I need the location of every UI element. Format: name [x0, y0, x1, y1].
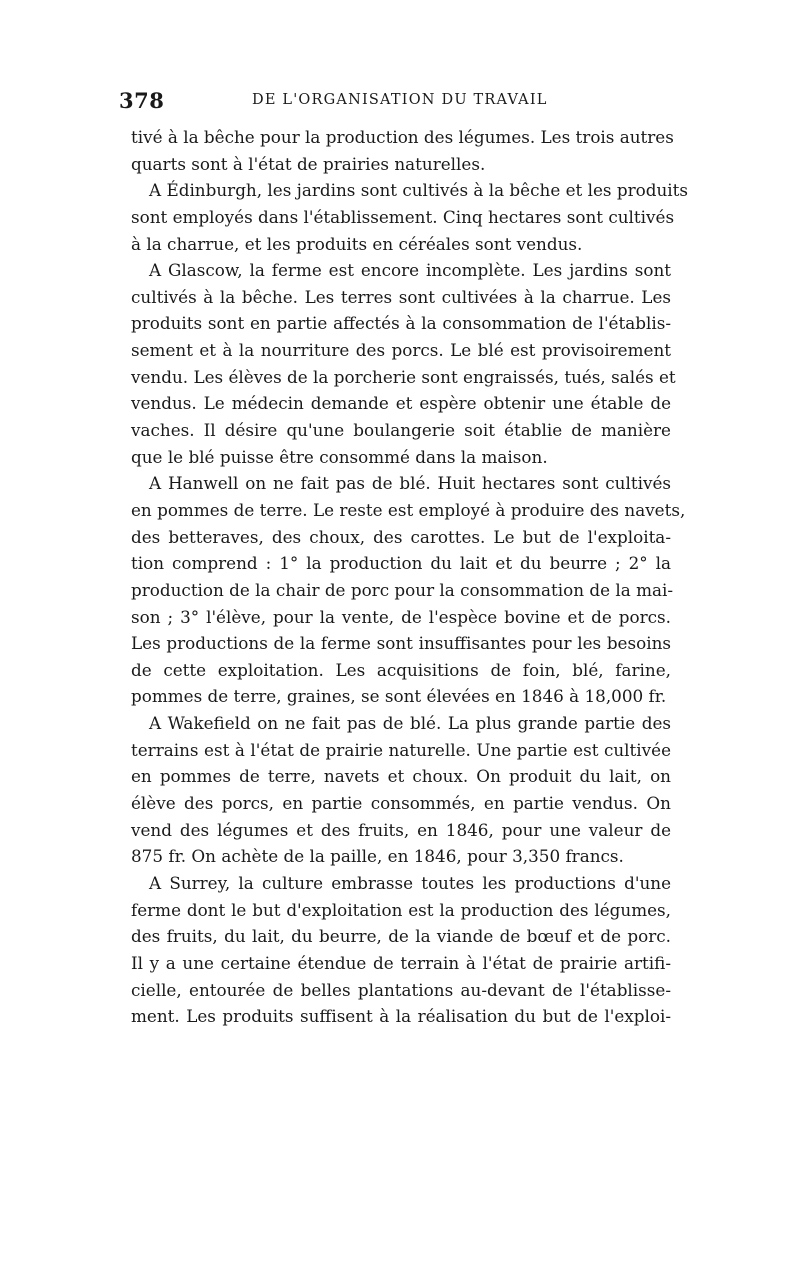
- text-line: de cette exploitation. Les acquisitions de foin, blé, farine,: [131, 659, 671, 680]
- text-line: pommes de terre, graines, se sont élevées en 1846 à 18,000 fr.: [131, 686, 667, 707]
- text-line: vendu. Les élèves de la porcherie sont engraissés, tués, salés et: [131, 366, 676, 387]
- text-line: Les productions de la ferme sont insuffisantes pour les besoins: [131, 633, 671, 654]
- text-line: production de la chair de porc pour la consommation de la mai-: [131, 579, 674, 600]
- text-line: A Hanwell on ne fait pas de blé. Huit hectares sont cultivés: [149, 473, 671, 494]
- running-title: DE L'ORGANISATION DU TRAVAIL: [252, 92, 548, 108]
- text-line: 875 fr. On achète de la paille, en 1846, pour 3,350 francs.: [131, 846, 624, 867]
- text-line: produits sont en partie affectés à la consommation de l'établis-: [131, 313, 671, 334]
- text-line: terrains est à l'état de prairie naturelle. Une partie est cultivée: [131, 739, 671, 760]
- text-line: élève des porcs, en partie consommés, en partie vendus. On: [131, 793, 671, 814]
- text-line: en pommes de terre, navets et choux. On produit du lait, on: [131, 766, 671, 787]
- text-line: vaches. Il désire qu'une boulangerie soit établie de manière: [131, 420, 671, 441]
- text-line: sement et à la nourriture des porcs. Le blé est provisoirement: [131, 340, 671, 361]
- page-header: [119, 88, 679, 118]
- text-line: vendus. Le médecin demande et espère obtenir une étable de: [131, 393, 671, 414]
- text-line: cielle, entourée de belles plantations au-devant de l'établisse-: [131, 979, 671, 1000]
- text-line: son ; 3° l'élève, pour la vente, de l'espèce bovine et de porcs.: [131, 606, 671, 627]
- text-line: Il y a une certaine étendue de terrain à l'état de prairie artifi-: [131, 952, 671, 973]
- text-line: ferme dont le but d'exploitation est la production des légumes,: [131, 899, 671, 920]
- text-line: A Wakefield on ne fait pas de blé. La plus grande partie des: [149, 713, 671, 734]
- page-number: 378: [119, 88, 165, 113]
- text-line: A Surrey, la culture embrasse toutes les productions d'une: [149, 872, 671, 893]
- text-line: sont employés dans l'établissement. Cinq hectares sont cultivés: [131, 206, 675, 227]
- text-line: à la charrue, et les produits en céréales sont vendus.: [131, 233, 583, 254]
- text-line: vend des légumes et des fruits, en 1846, pour une valeur de: [131, 819, 671, 840]
- text-line: des fruits, du lait, du beurre, de la viande de bœuf et de porc.: [131, 926, 671, 947]
- text-line: en pommes de terre. Le reste est employé à produire des navets,: [131, 499, 686, 520]
- text-line: quarts sont à l'état de prairies naturelles.: [131, 153, 486, 174]
- text-line: des betteraves, des choux, des carottes. Le but de l'exploita-: [131, 526, 671, 547]
- text-line: que le blé puisse être consommé dans la maison.: [131, 446, 548, 467]
- text-line: tivé à la bêche pour la production des légumes. Les trois autres: [131, 127, 674, 147]
- text-line: A Glascow, la ferme est encore incomplète. Les jardins sont: [149, 260, 671, 281]
- text-line: tion comprend : 1° la production du lait et du beurre ; 2° la: [131, 553, 671, 574]
- text-line: A Édinburgh, les jardins sont cultivés à la bêche et les produits: [149, 180, 688, 201]
- body-text: [131, 124, 688, 1030]
- text-line: ment. Les produits suffisent à la réalisation du but de l'exploi-: [131, 1006, 671, 1027]
- text-line: cultivés à la bêche. Les terres sont cultivées à la charrue. Les: [131, 286, 671, 307]
